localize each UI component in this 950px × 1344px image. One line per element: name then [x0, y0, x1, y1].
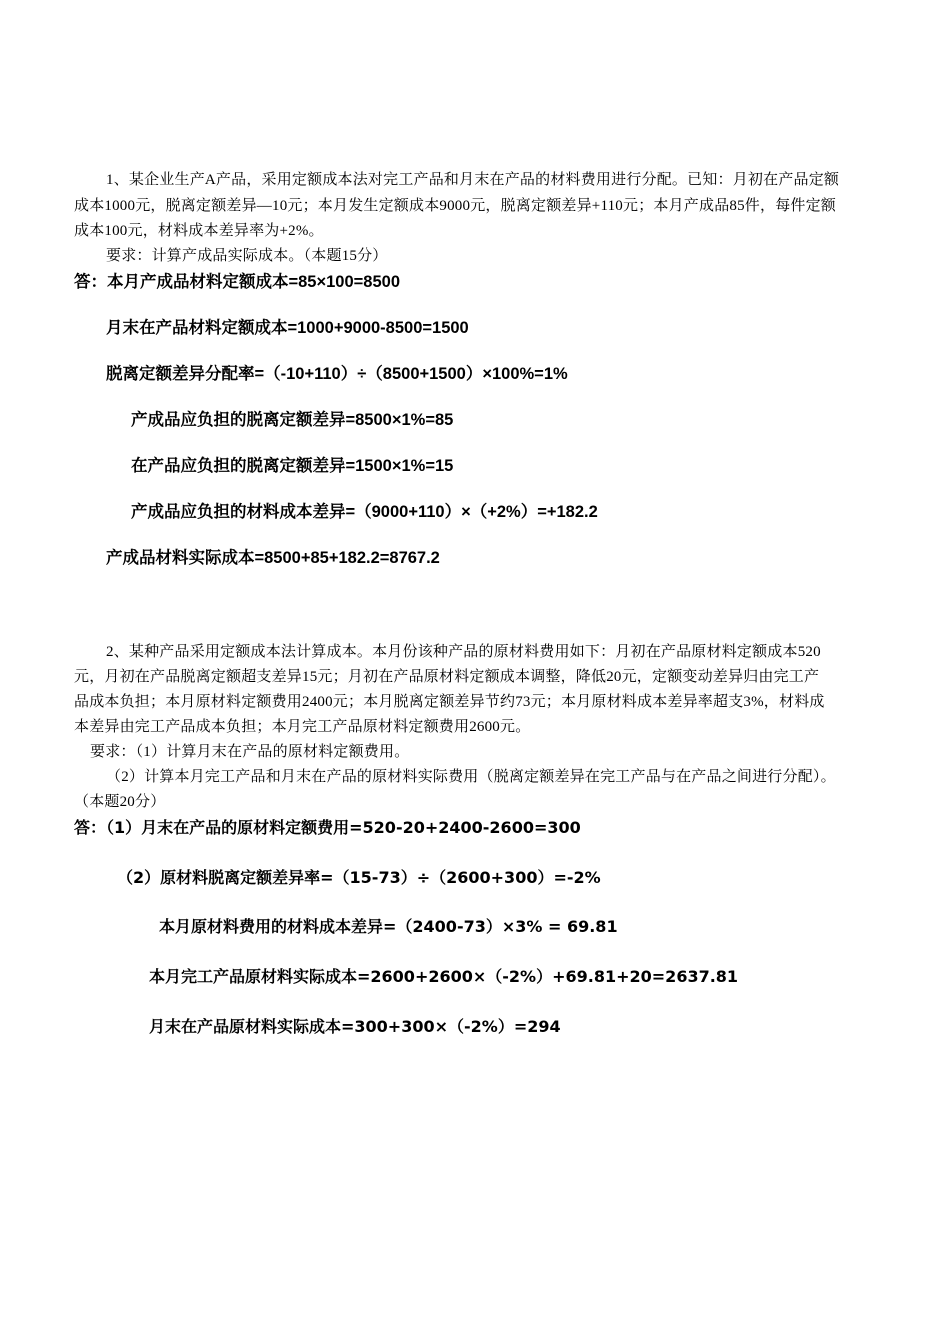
- question-1-line: 成本100元，材料成本差异率为+2%。: [74, 223, 324, 239]
- answer-2-line: 月末在产品原材料实际成本=300+300×（-2%）=294: [149, 1017, 561, 1036]
- answer-1-line: 产成品材料实际成本=8500+85+182.2=8767.2: [106, 549, 440, 567]
- question-2-requirement-3: （本题20分）: [74, 794, 166, 810]
- answer-1-line: 产成品应负担的材料成本差异=（9000+110）×（+2%）=+182.2: [131, 503, 598, 521]
- answer-2-line: （2）原材料脱离定额差异率=（15-73）÷（2600+300）=-2%: [117, 868, 601, 887]
- answer-1-line: 脱离定额差异分配率=（-10+110）÷（8500+1500）×100%=1%: [106, 365, 568, 383]
- question-2-line: 品成本负担；本月原材料定额费用2400元；本月脱离定额差异节约73元；本月原材料成本差异率超支3%，材料成: [74, 694, 825, 710]
- question-2-requirement-1: 要求：（1）计算月末在产品的原材料定额费用。: [90, 744, 410, 760]
- question-1-line: 成本1000元，脱离定额差异—10元；本月发生定额成本9000元，脱离定额差异+110元；本月产成品85件，每件定额: [74, 198, 837, 214]
- question-2-requirement-2: （2）计算本月完工产品和月末在产品的原材料实际费用（脱离定额差异在完工产品与在产品之间进行分配）。: [106, 769, 836, 785]
- answer-1-line: 月末在产品材料定额成本=1000+9000-8500=1500: [106, 319, 469, 337]
- question-1-requirement: 要求：计算产成品实际成本。（本题15分）: [106, 248, 388, 264]
- answer-1-line: 产成品应负担的脱离定额差异=8500×1%=85: [131, 411, 454, 429]
- answer-1-line: 在产品应负担的脱离定额差异=1500×1%=15: [131, 457, 454, 475]
- question-2-line: 本差异由完工产品成本负担；本月完工产品原材料定额费用2600元。: [74, 719, 531, 735]
- question-2-line: 2、某种产品采用定额成本法计算成本。本月份该种产品的原材料费用如下：月初在产品原材料定额成本520: [106, 644, 821, 660]
- answer-2-line: 答：（1）月末在产品的原材料定额费用=520-20+2400-2600=300: [74, 818, 581, 837]
- question-2-line: 元，月初在产品脱离定额超支差异15元；月初在产品原材料定额成本调整，降低20元，定额变动差异归由完工产: [74, 669, 820, 685]
- answer-2-line: 本月完工产品原材料实际成本=2600+2600×（-2%）+69.81+20=2637.81: [149, 967, 739, 986]
- question-1-line: 1、某企业生产A产品，采用定额成本法对完工产品和月末在产品的材料费用进行分配。已知：月初在产品定额: [106, 172, 840, 188]
- answer-1-line: 答：本月产成品材料定额成本=85×100=8500: [74, 273, 400, 291]
- answer-2-line: 本月原材料费用的材料成本差异=（2400-73）×3% = 69.81: [159, 917, 618, 936]
